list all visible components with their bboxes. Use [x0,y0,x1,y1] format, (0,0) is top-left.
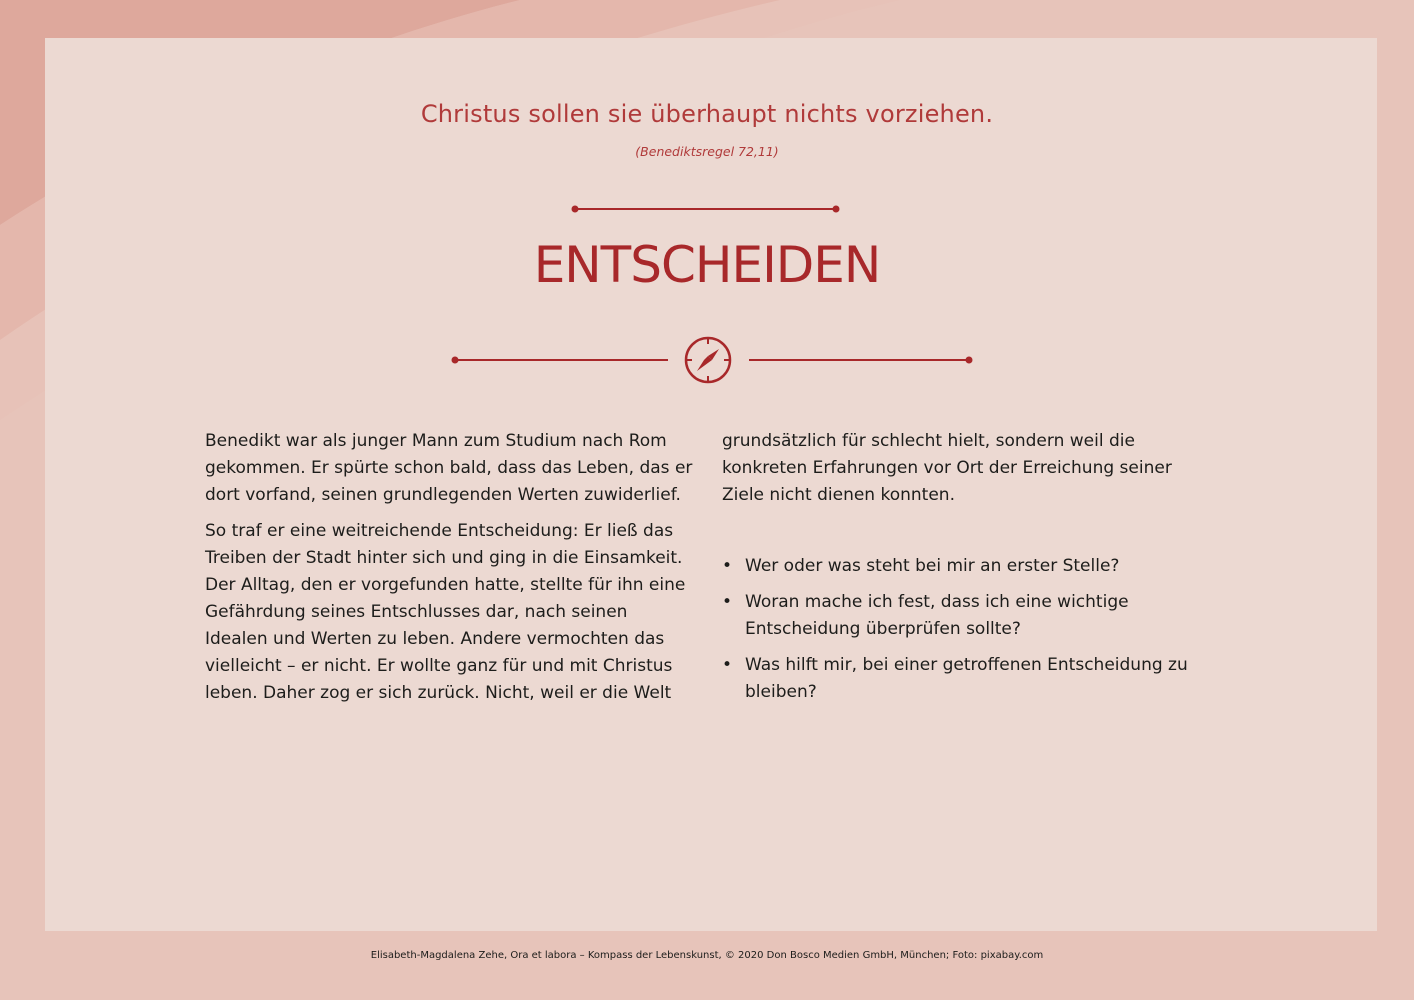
question-text: Woran mache ich fest, dass ich eine wichtige Entscheidung überprüfen sollte? [745,592,1129,639]
paragraph: grundsätzlich für schlecht hielt, sondern weil die konkreten Erfahrungen vor Ort der Erreichung seiner Ziele nicht dienen konnten. [722,431,1172,505]
paragraph: Benedikt war als junger Mann zum Studium nach Rom gekommen. Er spürte schon bald, dass das Leben, das er dort vorfand, seinen grundlegenden Werten zuwiderlief. [205,431,693,505]
question-text: Wer oder was steht bei mir an erster Stelle? [745,556,1120,576]
bullet-icon: • [722,556,733,576]
body-right-column [722,428,1212,518]
list-item [722,553,1202,580]
question-text: Was hilft mir, bei einer getroffenen Entscheidung zu bleiben? [745,655,1188,702]
quote-source: (Benediktsregel 72,11) [635,144,779,159]
body-left-column [205,428,695,716]
bullet-icon: • [722,592,733,612]
list-item [722,652,1202,706]
reflection-questions [722,553,1202,715]
quote-text: Christus sollen sie überhaupt nichts vorziehen. [420,100,994,128]
paragraph: So traf er eine weitreichende Entscheidung: Er ließ das Treiben der Stadt hinter sich und ging in die Einsamkeit. Der Alltag, den er vorgefunden hatte, stellte für ihn eine Gefährdung seines Entschlusses dar, nach seinen Idealen und Werten zu leben. Andere vermochten das vielleicht – er nicht. Er wollte ganz für und mit Christus leben. Daher zog er sich zurück. Nicht, weil er die Welt [205,521,686,703]
bullet-icon: • [722,655,733,675]
page-title: ENTSCHEIDEN [533,236,881,294]
list-item [722,589,1202,643]
footer-credit: Elisabeth-Magdalena Zehe, Ora et labora – Kompass der Lebenskunst, © 2020 Don Bosco Medien GmbH, München; Foto: pixabay.com [370,950,1044,961]
